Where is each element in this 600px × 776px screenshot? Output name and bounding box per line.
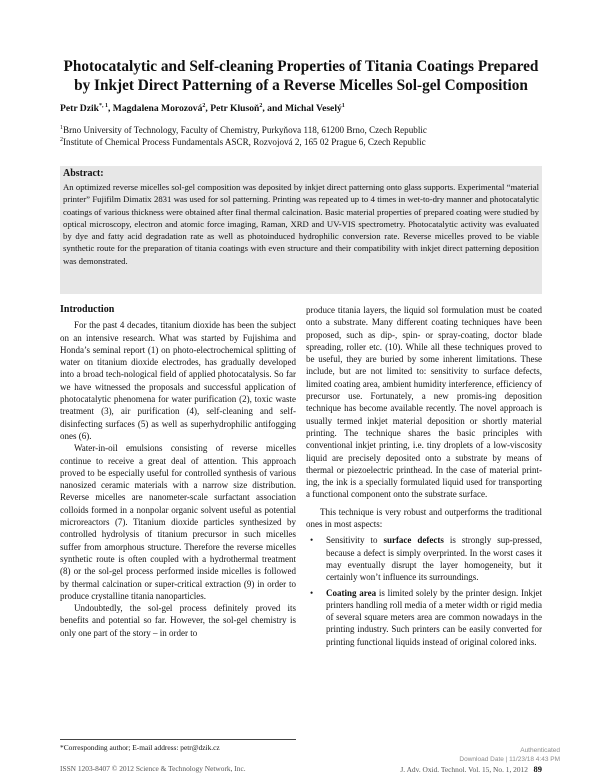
affiliation-number: 1	[60, 124, 63, 131]
author-affiliation-mark: 1	[341, 102, 345, 109]
paper-title: Photocatalytic and Self-cleaning Properties of Titania Coatings Prepared by Inkjet Direct Patterning of a Reverse Micelles Sol-gel Composition	[63, 58, 539, 94]
footer-journal-page	[400, 764, 542, 774]
author-list: Petr Dzik$^{*, 1}$, Magdalena Morozová$^2$, Petr Klusoň$^2$, and Michal Veselý$^1$	[60, 102, 345, 114]
footer-journal: J. Adv. Oxid. Technol. Vol. 15, No. 1, 2012	[400, 765, 528, 774]
author-affiliation-mark: 2	[202, 102, 206, 109]
stamp-line-2: Authenticated	[520, 747, 560, 754]
corresponding-author-footnote: *Corresponding author; E-mail address: petr@dzik.cz	[60, 739, 296, 752]
intro-paragraph-5: This technique is very robust and outperforms the traditional ones in most aspects:	[306, 506, 542, 530]
bullet-rest: is limited solely by the printer design. Inkjet printers handling roll media of a meter width or rigid media of several square meters area are common nowadays in the printing industry. Such printers can be easily converted for printing functional liquids instead of original colored inks.	[326, 587, 542, 647]
bullet-bold: surface defects	[383, 535, 444, 546]
intro-paragraph-4: produce titania layers, the liquid sol formulation must be coated onto a substrate. Many different coating techniques have been proposed, such as dip-, spin- or spray-coating, doctor blade spreading, roller etc. (10). While all these techniques proved to be useful, they are buried by some inherent limitations. These include, but are not limited to: sensitivity to surface defects, limited coating area, ambient humidity interference, efficiency of precursor use. Fortunately, a new promis-ing deposition technique has become available recently. The novel approach is usually termed inkjet material deposition or shortly material printing. The technique shares the basic principles with conventional inkjet printing, i.e. tiny droplets of a low-viscosity liquid are precisely deposited onto a substrate by means of thermal or piezoelectric printhead. In the case of material print-ing, the ink is a specially formulated liquid used for transporting a functional component onto the substrate surface.	[306, 305, 542, 500]
right-column	[306, 304, 542, 651]
affiliation-text: Brno University of Technology, Faculty of Chemistry, Purkyňova 118, 61200 Brno, Czech Republic	[63, 125, 427, 135]
bullet-icon: •	[310, 535, 314, 546]
intro-paragraph-3: Undoubtedly, the sol-gel process definitely proved its benefits and potential so far. However, the sol-gel chemistry is only one part of the story – in order to	[60, 603, 296, 638]
left-column	[60, 304, 296, 639]
affiliation-number: 2	[60, 136, 63, 143]
advantages-list	[306, 534, 542, 648]
intro-paragraph-2: Water-in-oil emulsions consisting of reverse micelles continue to receive a great deal of attention. This approach proved to be especially useful for controlled synthesis of various nanosized ceramic materials with a narrow size distribution. Reverse micelles are nanometer-scale surfactant association colloids formed in a nonpolar organic solvent useful as potential microreactors (7). Titanium dioxide particles synthesized by controlled hydrolysis of titanium precursor in such micelles suffer from amorphous structure. Therefore the reverse micelles synthetic route is often coupled with a hydrothermal treatment (8) or the sol-gel process performed inside micelles is followed by thermal calcination or super-critical extraction (9) in order to produce crystalline titania nanoparticles.	[60, 443, 296, 601]
download-stamp	[434, 746, 560, 764]
intro-paragraph-1: For the past 4 decades, titanium dioxide has been the subject on an intensive research. What was started by Fujishima and Honda’s seminal report (1) on photo-electrochemical splitting of water on titanium dioxide electrodes, has gradually developed into a broad tech-nological field of applied photocatalysis. So far we have witnessed the proposals and successful application of photocatalytic phenomena for water purification (2), toxic waste treatment (3), air purification (4), self-cleaning and self-disinfecting surfaces (5) as well as superhydrophilic antifogging ones (6).	[60, 320, 296, 441]
author-name: Michal Veselý	[285, 103, 342, 114]
footer-issn: ISSN 1203-8407 © 2012 Science & Technology Network, Inc.	[60, 764, 246, 773]
page-number: 89	[533, 764, 542, 774]
author-affiliation-mark: *, 1	[98, 102, 108, 109]
author-name: Petr Dzik	[60, 103, 99, 114]
affiliation-line	[60, 124, 542, 136]
abstract-text: An optimized reverse micelles sol-gel composition was deposited by inkjet direct patterning onto glass supports. Experimental “material printer” Fujifilm Dimatix 2831 was used for sol patterning. Printing was repeated up to 4 times in wet-to-dry manner and photocatalytic coatings of various thickness were obtained after final thermal calcination. Basic material properties of prepared coating were studied by optical microscopy, electron and atomic force imaging, Raman, XRD and UV-VIS spectrometry. Photocatalytic activity was evaluated by dye and fatty acid degradation rate as well as photoinduced hydrophilic conversion rate. Reverse micelles proved to be viable synthetic route for the preparation of titania coatings with even structure and their compatibility with inkjet direct patterning deposition was demonstrated.	[63, 182, 539, 266]
affiliation-line	[60, 136, 542, 148]
author-name: Magdalena Morozová	[112, 103, 203, 114]
bullet-icon: •	[310, 587, 314, 598]
author-affiliation-mark: 2	[259, 102, 263, 109]
bullet-rest: is strongly sup-pressed, because a defect is simply overprinted. In the worst cases it may eventually disrupt the layer homogeneity, but it certainly won’t influence its surroundings.	[326, 535, 542, 583]
bullet-lead: Sensitivity to	[326, 535, 384, 546]
stamp-line-3: Download Date | 11/23/18 4:43 PM	[459, 756, 560, 763]
list-item	[306, 587, 542, 648]
introduction-heading: Introduction	[60, 304, 115, 315]
author-name: Petr Klusoň	[210, 103, 260, 114]
bullet-bold: Coating area	[326, 587, 377, 598]
affiliations	[60, 124, 542, 148]
abstract-heading: Abstract:	[63, 168, 104, 179]
list-item	[306, 534, 542, 583]
abstract-box	[60, 166, 542, 294]
affiliation-text: Institute of Chemical Process Fundamentals ASCR, Rozvojová 2, 165 02 Prague 6, Czech Republic	[63, 137, 426, 147]
